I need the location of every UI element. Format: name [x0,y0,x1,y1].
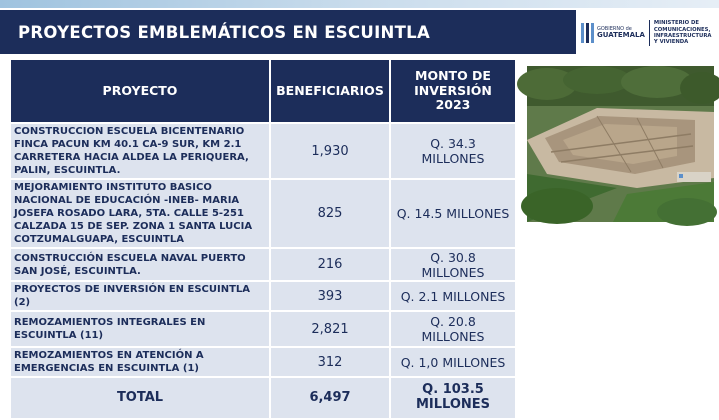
cell-monto-line: Q. 30.8 [430,249,476,265]
cell-monto-line: Q. 14.5 MILLONES [396,206,510,221]
total-monto-line: Q. 103.5 [422,382,484,398]
cell-monto-line: Q. 2.1 MILLONES [400,288,506,304]
header-beneficiarios: BENEFICIARIOS [270,59,390,123]
cell-beneficiarios: 393 [270,281,390,311]
table-row [10,248,516,281]
header-monto-line: INVERSIÓN [414,82,492,98]
cell-monto-line: MILLONES [421,264,485,280]
cell-monto [390,123,516,179]
cell-monto-line: Q. 20.8 [430,314,476,329]
cell-monto-line: MILLONES [421,151,485,166]
cell-monto [390,347,516,377]
cell-beneficiarios: 2,821 [270,311,390,347]
cell-monto-line: Q. 34.3 [430,136,476,151]
top-stripe [0,0,719,8]
cell-beneficiarios: 825 [270,179,390,248]
logo-ministerio-line: Y VIVIENDA [653,39,689,46]
header-monto-line: 2023 [435,97,471,113]
cell-proyecto: CONSTRUCCION ESCUELA BICENTENARIO FINCA PACUN KM 40.1 CA-9 SUR, KM 2.1 CARRETERA HACIA ALDEA LA PERIQUERA, PALIN, ESCUINTLA. [10,123,270,179]
construction-site-photo [527,66,714,222]
total-beneficiarios: 6,497 [270,377,390,419]
table-row [10,123,516,179]
cell-beneficiarios: 1,930 [270,123,390,179]
cell-beneficiarios: 216 [270,248,390,281]
logo-ministerio-line: COMUNICACIONES, [653,26,711,33]
logo-mark-icon [581,23,594,43]
total-monto-line: MILLONES [415,397,491,412]
logo-divider [649,20,650,46]
total-monto [390,377,516,419]
table-row [10,347,516,377]
logo-gobierno-text: GOBIERNO de [597,26,632,32]
header-monto-line: MONTO DE [415,68,491,84]
cell-proyecto: REMOZAMIENTOS EN ATENCIÓN A EMERGENCIAS EN ESCUINTLA (1) [10,347,270,377]
table-row [10,179,516,248]
total-label: TOTAL [10,377,270,419]
projects-table [9,58,517,420]
title-bar [0,10,576,54]
ministry-logo [581,12,715,54]
cell-monto [390,248,516,281]
construction-photo-illustration [527,66,714,222]
table-total-row [10,377,516,419]
logo-ministerio [654,20,712,45]
header-proyecto: PROYECTO [10,59,270,123]
cell-monto [390,281,516,311]
cell-monto [390,311,516,347]
table-row [10,311,516,347]
logo-ministerio-line: MINISTERIO DE [653,20,700,27]
table-header-row [10,59,516,123]
cell-proyecto: PROYECTOS DE INVERSIÓN EN ESCUINTLA (2) [10,281,270,311]
cell-monto-line: MILLONES [421,329,485,344]
logo-guatemala-text: GUATEMALA [597,31,645,39]
logo-ministerio-line: INFRAESTRUCTURA [653,33,712,39]
cell-monto [390,179,516,248]
cell-proyecto: REMOZAMIENTOS INTEGRALES EN ESCUINTLA (11) [10,311,270,347]
cell-monto-line: Q. 1,0 MILLONES [400,354,506,370]
header-monto [390,59,516,123]
cell-proyecto: CONSTRUCCIÓN ESCUELA NAVAL PUERTO SAN JOSÉ, ESCUINTLA. [10,248,270,281]
table-row [10,281,516,311]
cell-proyecto: MEJORAMIENTO INSTITUTO BASICO NACIONAL DE EDUCACIÓN -INEB- MARIA JOSEFA ROSADO LARA, 5TA. CALLE 5-251 CALZADA 15 DE SEP. ZONA 1 SANTA LUCIA COTZUMALGUAPA, ESCUINTLA [10,179,270,248]
logo-gobierno [597,27,645,39]
cell-beneficiarios: 312 [270,347,390,377]
page-title: PROYECTOS EMBLEMÁTICOS EN ESCUINTLA [18,22,431,42]
